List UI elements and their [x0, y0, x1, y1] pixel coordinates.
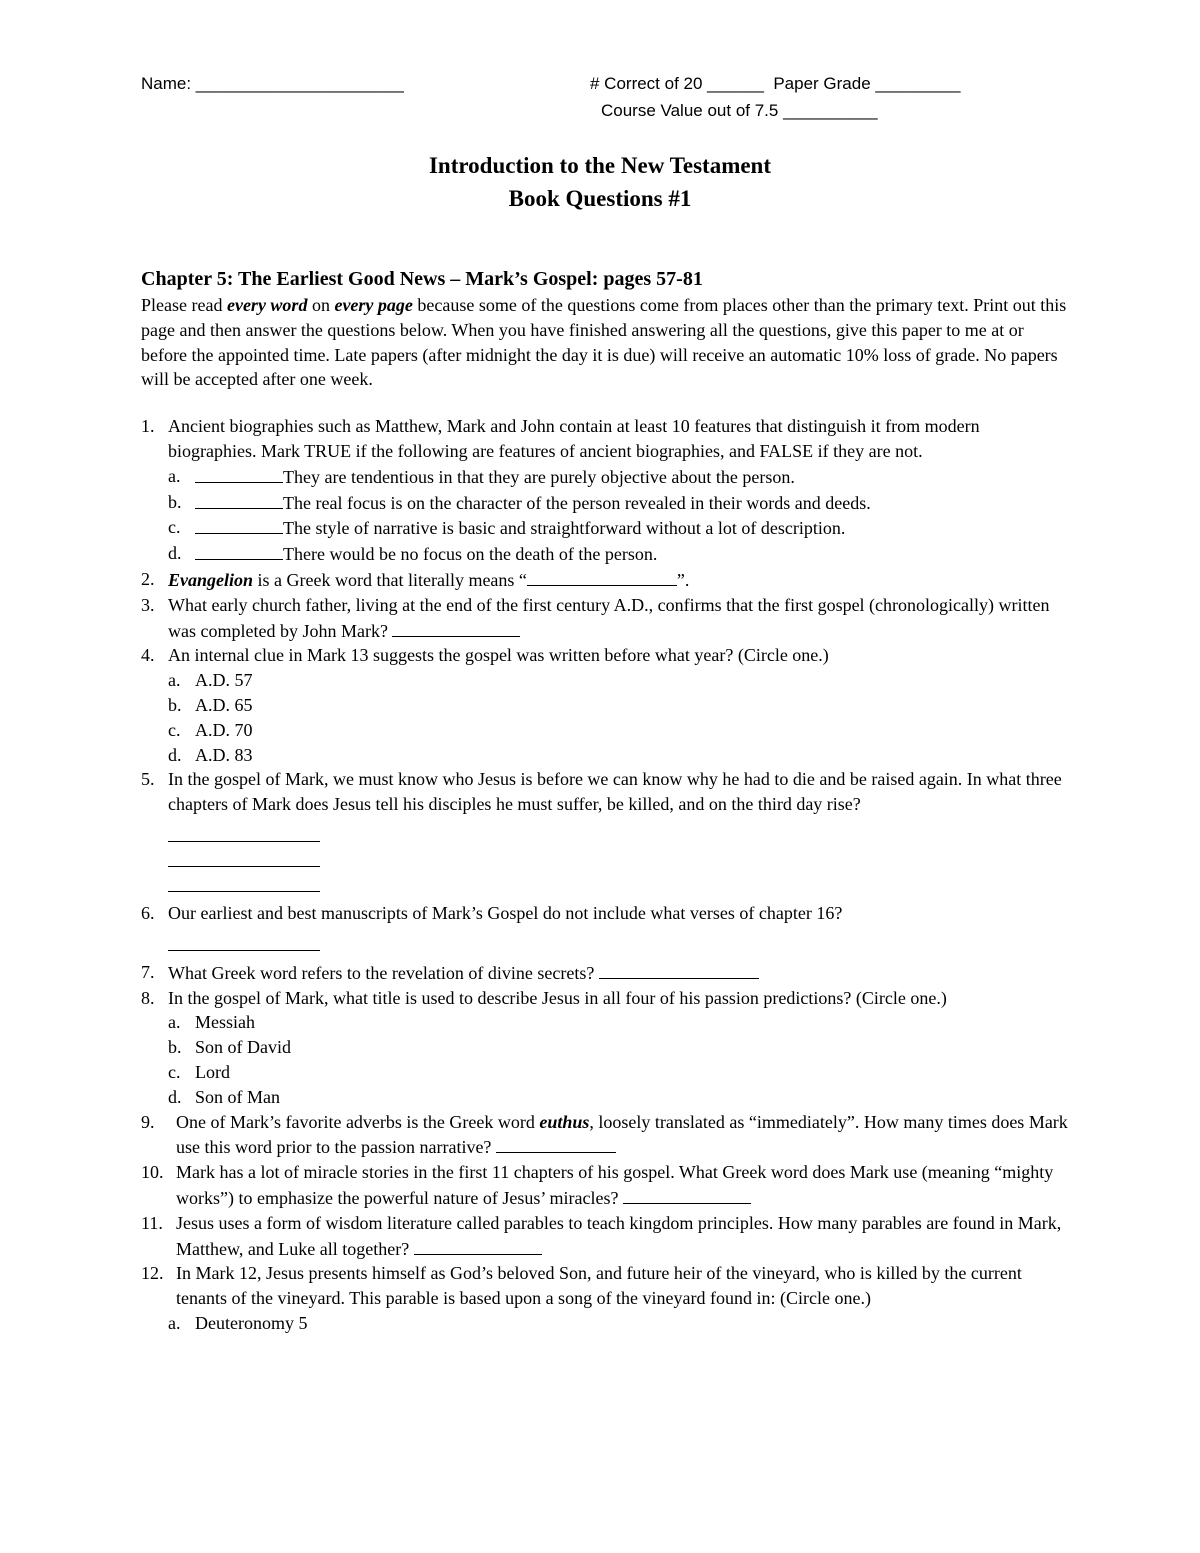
- answer-blank[interactable]: [599, 960, 759, 979]
- question-1: 1. Ancient biographies such as Matthew, Mark and John contain at least 10 features that distinguish it from modern biographies. Mark TRUE if the following are features of ancient biographies, and FALSE if they are not.: [141, 416, 980, 461]
- question-2: 2. Evangelion is a Greek word that literally means “ ”.: [141, 568, 690, 590]
- question-1-option-d: d. There would be no focus on the death of the person.: [168, 543, 658, 565]
- answer-line[interactable]: [168, 926, 320, 951]
- question-1-option-b: b. The real focus is on the character of the person revealed in their words and deeds.: [168, 491, 871, 513]
- emphasis-every-word: every word: [226, 295, 308, 315]
- question-5: 5. In the gospel of Mark, we must know who Jesus is before we can know why he had to die and be raised again. In what three chapters of Mark does Jesus tell his disciples he must suffer, be killed, and on the third day rise?: [141, 769, 1062, 815]
- term-evangelion: Evangelion: [168, 569, 254, 590]
- question-3: 3. What early church father, living at the end of the first century A.D., confirms that the first gospel (chronologically) written was completed by John Mark?: [141, 594, 1050, 641]
- course-value-field: Course Value out of 7.5 __________: [601, 101, 878, 120]
- question-4-option-b[interactable]: b. A.D. 65: [168, 694, 253, 715]
- answer-line[interactable]: [168, 867, 320, 892]
- question-12: 12. In Mark 12, Jesus presents himself as God’s beloved Son, and future heir of the vineyard, who is killed by the current tenants of the vineyard. This parable is based upon a song of the vineyard found in: (Circle one.): [141, 1263, 1022, 1309]
- name-field: Name: ______________________: [141, 74, 404, 93]
- answer-blank[interactable]: [195, 490, 283, 509]
- instructions: Please read every word on every page because some of the questions come from places other than the primary text. Print out this page and then answer the questions below. When you have finished answering all the questions, give this paper to me at or before the appointed time. Late papers (after midnight the day it is due) will receive an automatic 10% loss of grade. No papers will be accepted after one week.: [141, 295, 1067, 390]
- question-4-option-c[interactable]: c. A.D. 70: [168, 719, 253, 740]
- question-10: 10. Mark has a lot of miracle stories in the first 11 chapters of his gospel. What Greek word does Mark use (meaning “mighty works”) to emphasize the powerful nature of Jesus’ miracles?: [141, 1162, 1054, 1208]
- answer-blank[interactable]: [623, 1185, 751, 1204]
- answer-blank[interactable]: [392, 618, 520, 637]
- question-8-option-c[interactable]: c. Lord: [168, 1061, 230, 1082]
- emphasis-every-page: every page: [334, 295, 413, 315]
- question-9: 9. One of Mark’s favorite adverbs is the Greek word euthus, loosely translated as “immediately”. How many times does Mark use this word prior to the passion narrative?: [141, 1111, 1068, 1158]
- question-4: 4. An internal clue in Mark 13 suggests the gospel was written before what year? (Circle one.): [141, 645, 829, 666]
- answer-blank[interactable]: [496, 1134, 616, 1153]
- chapter-heading: Chapter 5: The Earliest Good News – Mark’s Gospel: pages 57-81: [141, 268, 703, 290]
- answer-blank[interactable]: [414, 1236, 542, 1255]
- term-euthus: euthus: [539, 1111, 590, 1132]
- question-11: 11. Jesus uses a form of wisdom literature called parables to teach kingdom principles. How many parables are found in Mark, Matthew, and Luke all together?: [141, 1212, 1062, 1259]
- page-title: Introduction to the New Testament: [428, 153, 772, 178]
- page-subtitle: Book Questions #1: [508, 186, 692, 211]
- question-4-option-a[interactable]: a. A.D. 57: [168, 670, 253, 691]
- answer-blank[interactable]: [195, 464, 283, 483]
- answer-line[interactable]: [168, 817, 320, 842]
- question-1-option-a: a. They are tendentious in that they are purely objective about the person.: [168, 465, 795, 487]
- question-8-option-a[interactable]: a. Messiah: [168, 1012, 255, 1033]
- question-8-option-d[interactable]: d. Son of Man: [168, 1086, 280, 1107]
- question-8-option-b[interactable]: b. Son of David: [168, 1037, 291, 1058]
- answer-line[interactable]: [168, 842, 320, 867]
- answer-blank[interactable]: [195, 515, 283, 534]
- question-6: 6. Our earliest and best manuscripts of Mark’s Gospel do not include what verses of chapter 16?: [141, 902, 843, 923]
- answer-blank[interactable]: [527, 567, 677, 586]
- question-4-option-d[interactable]: d. A.D. 83: [168, 744, 253, 765]
- worksheet-body: [141, 266, 1071, 1336]
- question-12-option-a[interactable]: a. Deuteronomy 5: [168, 1312, 308, 1333]
- question-1-option-c: c. The style of narrative is basic and straightforward without a lot of description.: [168, 517, 846, 539]
- correct-and-grade-field: # Correct of 20 ______ Paper Grade _________: [590, 74, 961, 93]
- question-8: 8. In the gospel of Mark, what title is used to describe Jesus in all four of his passion predictions? (Circle one.): [141, 987, 947, 1008]
- question-7: 7. What Greek word refers to the revelation of divine secrets?: [141, 960, 1071, 986]
- answer-blank[interactable]: [195, 541, 283, 560]
